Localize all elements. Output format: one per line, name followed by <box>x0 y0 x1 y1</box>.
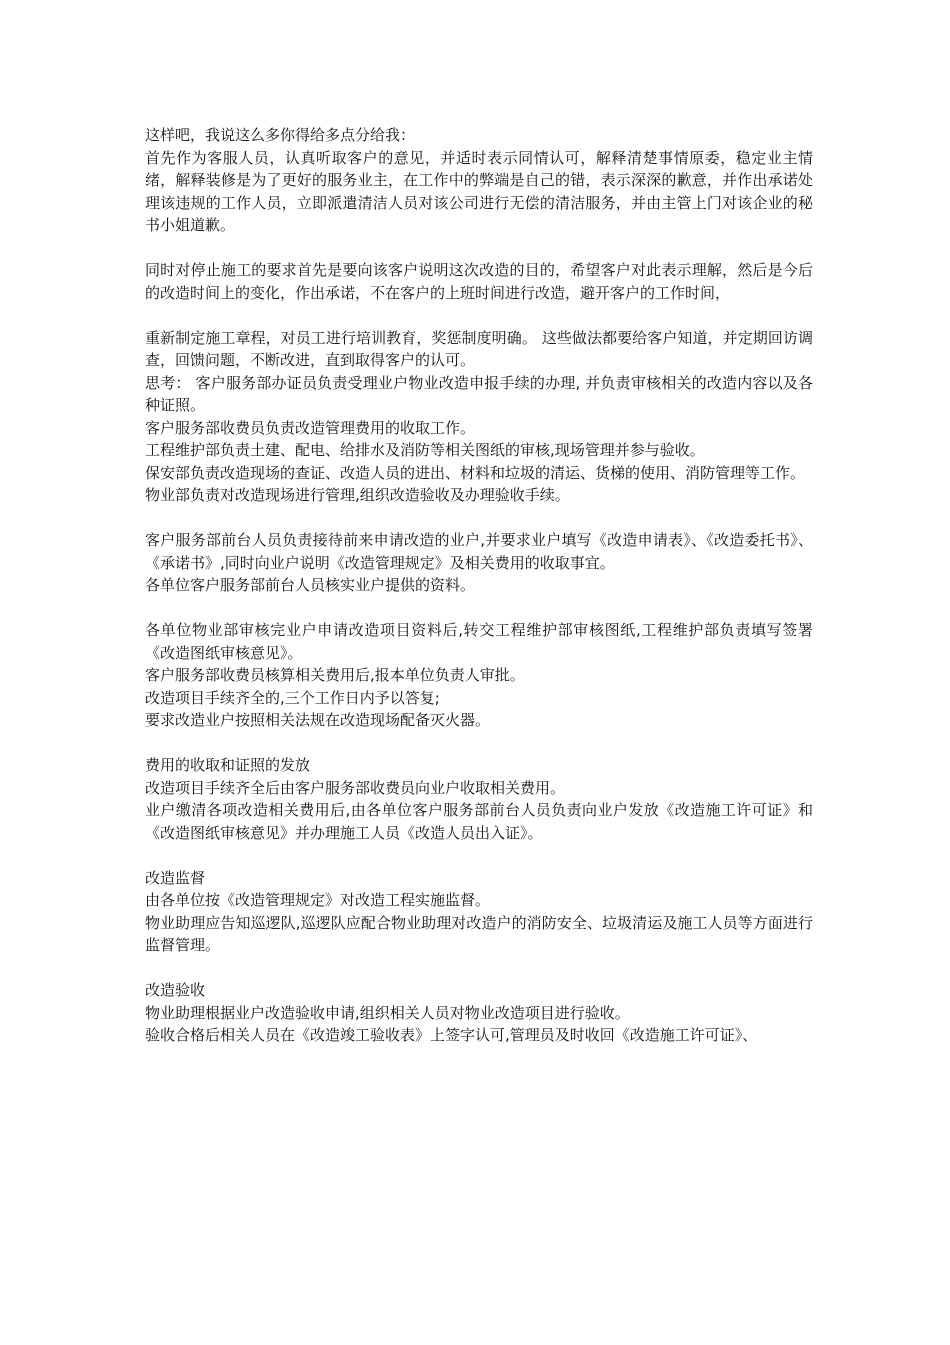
section-heading: 改造验收 <box>145 981 206 999</box>
paragraph: 保安部负责改造现场的查证、改造人员的进出、材料和垃圾的清运、货梯的使用、消防管理等工作。 <box>145 463 806 482</box>
paragraph: 各单位物业部审核完业户申请改造项目资料后,转交工程维护部审核图纸,工程维护部负责填写签署《改造图纸审核意见》。 <box>145 621 813 662</box>
paragraph: 工程维护部负责土建、配电、给排水及消防等相关图纸的审核,现场管理并参与验收。 <box>145 441 705 459</box>
document-body <box>145 124 813 1047</box>
paragraph: 改造项目手续齐全的,三个工作日内予以答复; <box>145 688 440 707</box>
paragraph: 业户缴清各项改造相关费用后,由各单位客户服务部前台人员负责向业户发放《改造施工许可证》和《改造图纸审核意见》并办理施工人员《改造人员出入证》。 <box>145 801 813 842</box>
paragraph: 同时对停止施工的要求首先是要向该客户说明这次改造的目的，希望客户对此表示理解，然后是今后的改造时间上的变化，作出承诺，不在客户的上班时间进行改造，避开客户的工作时间， <box>145 261 813 302</box>
blank-line <box>145 844 813 867</box>
blank-line <box>145 507 813 530</box>
document-page <box>145 124 813 1047</box>
paragraph: 物业部负责对改造现场进行管理,组织改造验收及办理验收手续。 <box>145 486 570 504</box>
paragraph: 改造项目手续齐全后由客户服务部收费员向业户收取相关费用。 <box>145 778 566 797</box>
section-heading: 费用的收取和证照的发放 <box>145 756 311 774</box>
paragraph: 重新制定施工章程，对员工进行培训教育，奖惩制度明确。 这些做法都要给客户知道，并定期回访调查，回馈问题，不断改进，直到取得客户的认可。 <box>145 328 813 369</box>
blank-line <box>145 237 813 260</box>
paragraph: 由各单位按《改造管理规定》对改造工程实施监督。 <box>145 891 491 909</box>
blank-line <box>145 732 813 755</box>
paragraph: 客户服务部收费员核算相关费用后,报本单位负责人审批。 <box>145 666 525 684</box>
blank-line <box>145 597 813 620</box>
paragraph: 首先作为客服人员，认真听取客户的意见，并适时表示同情认可，解释清楚事情原委，稳定业主情绪，解释装修是为了更好的服务业主，在工作中的弊端是自己的错，表示深深的歉意，并作出承诺处理该违规的工作人员，立即派遣清洁人员对该公司进行无偿的清洁服务，并由主管上门对该企业的秘书小姐道歉。 <box>145 148 813 234</box>
paragraph: 要求改造业户按照相关法规在改造现场配备灭火器。 <box>145 711 491 729</box>
blank-line <box>145 304 813 327</box>
paragraph: 思考： 客户服务部办证员负责受理业户物业改造申报手续的办理, 并负责审核相关的改造内容以及各种证照。 <box>145 373 813 414</box>
paragraph: 这样吧，我说这么多你得给多点分给我： <box>145 126 416 144</box>
paragraph: 物业助理根据业户改造验收申请,组织相关人员对物业改造项目进行验收。 <box>145 1003 630 1022</box>
paragraph: 客户服务部前台人员负责接待前来申请改造的业户,并要求业户填写《改造申请表》、《改造委托书》、《承诺书》,同时向业户说明《改造管理规定》及相关费用的收取事宜。 <box>145 531 813 572</box>
paragraph: 各单位客户服务部前台人员核实业户提供的资料。 <box>145 576 476 594</box>
paragraph: 客户服务部收费员负责改造管理费用的收取工作。 <box>145 418 476 437</box>
paragraph: 物业助理应告知巡逻队,巡逻队应配合物业助理对改造户的消防安全、垃圾清运及施工人员等方面进行监督管理。 <box>145 913 813 954</box>
blank-line <box>145 957 813 980</box>
paragraph: 验收合格后相关人员在《改造竣工验收表》上签字认可,管理员及时收回《改造施工许可证》、 <box>145 1026 758 1044</box>
section-heading: 改造监督 <box>145 868 206 887</box>
